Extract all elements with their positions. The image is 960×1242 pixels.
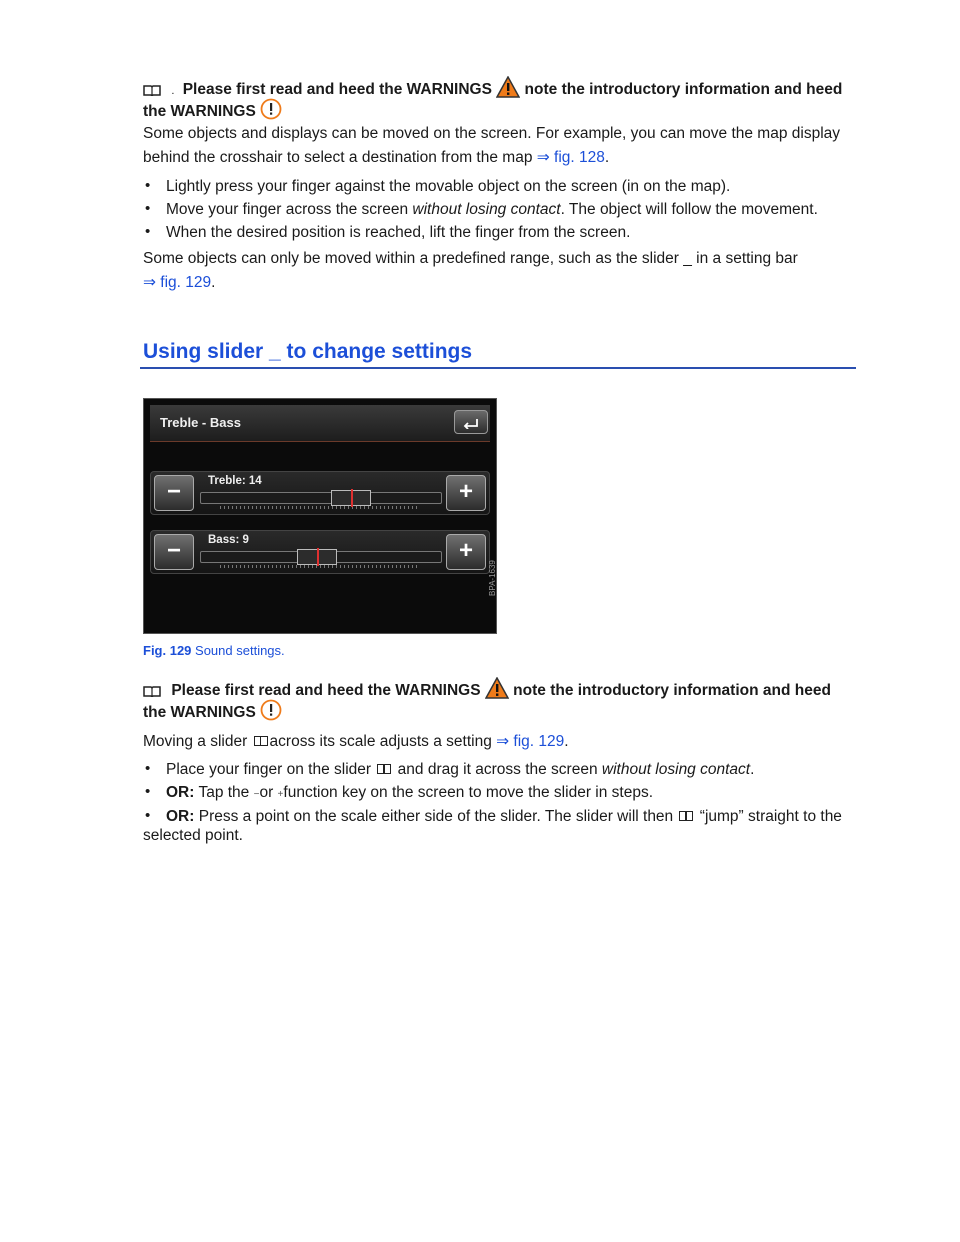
section2-header-mid: note the introductory information and heed [513,682,831,699]
figure-code: BPA-1639 [488,560,497,596]
treble-minus-button[interactable]: − [154,475,194,511]
section1-para1-line2: behind the crosshair to select a destination from the map ⇒ fig. 128. [143,149,610,166]
figure-caption: Fig. 129 Sound settings. [143,643,285,658]
bass-label: Bass: 9 [208,534,249,546]
sound-settings-figure [143,398,497,634]
warning-icon [485,677,509,699]
section2-bullet-1: Place your finger on the slider and drag it across the screen without losing contact. [166,761,755,778]
bass-minus-button[interactable]: − [154,534,194,570]
minus-key-symbol: − [253,789,260,800]
bullet-dot: • [145,223,151,240]
back-button[interactable] [454,410,488,434]
bass-plus-button[interactable]: + [446,534,486,570]
plus-key-symbol: + [277,789,284,800]
section1-header: . Please first read and heed the WARNINGS note the introductory information and heed [143,76,842,101]
heading-divider [140,367,856,369]
warning-icon [496,76,520,98]
book-icon [143,84,161,96]
section2-header [143,677,831,701]
bullet-dot: • [145,760,151,777]
section1-bullet-2: Move your finger across the screen without losing contact. The object will follow the movement. [166,201,818,218]
section1-bullet-3: When the desired position is reached, lift the finger from the screen. [166,224,631,241]
treble-slider-knob[interactable] [331,490,371,506]
slider-icon [377,764,391,774]
fig-129-link[interactable]: ⇒ fig. 129 [496,733,565,750]
section2-header-line2: the WARNINGS [143,699,282,723]
section1-bullet-1: Lightly press your finger against the movable object on the screen (in on the map). [166,178,731,195]
section1-header-text: Please first read and heed the WARNINGS [182,81,492,98]
back-arrow-icon [462,417,480,429]
section2-bullet-3-line2: selected point. [143,827,243,844]
fig-128-link[interactable]: ⇒ fig. 128 [536,149,605,166]
section1-header-line2: the WARNINGS [143,98,282,122]
section-heading: Using slider _ to change settings [143,340,473,363]
treble-slider-track[interactable] [200,492,442,504]
notice-icon [260,699,282,721]
section2-header-text: Please first read and heed the WARNINGS [171,682,481,699]
slider-icon [679,811,693,821]
figure-title-bar [150,405,490,442]
section2-bullet-3: OR: Press a point on the scale either side of the slider. The slider will then “jump” straight to the [166,808,842,825]
section2-para: Moving a slider across its scale adjusts a setting ⇒ fig. 129. [143,733,569,750]
bullet-dot: • [145,177,151,194]
bass-scale-ticks [220,565,420,568]
bullet-dot: • [145,807,151,824]
bass-slider-knob[interactable] [297,549,337,565]
treble-label: Treble: 14 [208,475,262,487]
fig-129-link[interactable]: ⇒ fig. 129 [143,274,212,291]
treble-plus-button[interactable]: + [446,475,486,511]
book-icon [143,685,161,697]
section1-header-mid: note the introductory information and heed [524,81,843,98]
slider-icon [254,736,268,746]
section1-para2-line2: ⇒ fig. 129. [143,274,216,291]
treble-scale-ticks [220,506,420,509]
notice-icon [260,98,282,120]
section1-para2-line1: Some objects can only be moved within a predefined range, such as the slider _ in a setting bar [143,250,798,267]
figure-title: Treble - Bass [160,415,241,430]
bullet-dot: • [145,783,151,800]
section2-bullet-2: OR: Tap the −or +function key on the screen to move the slider in steps. [166,784,654,801]
bullet-dot: • [145,200,151,217]
section1-para1-line1: Some objects and displays can be moved on the screen. For example, you can move the map display [143,125,841,142]
